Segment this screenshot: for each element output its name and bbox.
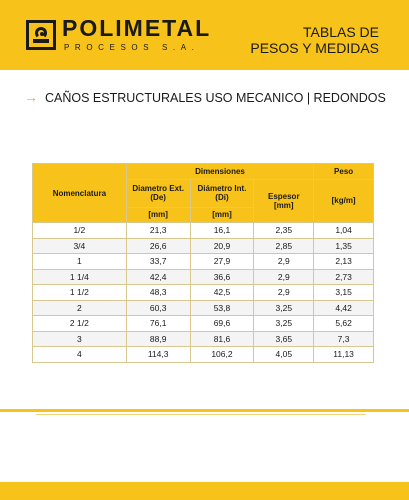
polimetal-logo-icon — [26, 20, 56, 50]
header-diametro-ext — [126, 179, 190, 207]
header-diametro-int — [190, 179, 254, 207]
cell-diametro-ext: 88,9 — [126, 331, 190, 347]
page-title — [250, 24, 379, 56]
cell-peso: 1,35 — [314, 238, 374, 254]
cell-nomenclatura: 3 — [33, 331, 127, 347]
cell-diametro-ext: 26,6 — [126, 238, 190, 254]
header-peso: Peso — [314, 164, 374, 180]
weights-table — [32, 163, 374, 363]
cell-nomenclatura: 1/2 — [33, 223, 127, 239]
cell-espesor: 2,9 — [254, 269, 314, 285]
cell-peso: 7,3 — [314, 331, 374, 347]
cell-diametro-int: 36,6 — [190, 269, 254, 285]
page-title-line2: PESOS Y MEDIDAS — [250, 40, 379, 56]
table-row — [33, 347, 374, 363]
cell-espesor: 2,35 — [254, 223, 314, 239]
cell-peso: 4,42 — [314, 300, 374, 316]
cell-diametro-int: 20,9 — [190, 238, 254, 254]
table-body — [33, 223, 374, 363]
cell-peso: 1,04 — [314, 223, 374, 239]
section-subtitle — [24, 89, 386, 106]
cell-diametro-int: 81,6 — [190, 331, 254, 347]
cell-nomenclatura: 2 1/2 — [33, 316, 127, 332]
table-row — [33, 285, 374, 301]
cell-espesor: 4,05 — [254, 347, 314, 363]
table-row — [33, 316, 374, 332]
table-row — [33, 300, 374, 316]
footer-band — [0, 482, 409, 500]
page-title-line1: TABLAS DE — [303, 24, 379, 40]
cell-peso: 2,13 — [314, 254, 374, 270]
header-espesor-label: Espesor — [267, 191, 300, 201]
table-row — [33, 223, 374, 239]
cell-espesor: 3,25 — [254, 316, 314, 332]
cell-diametro-int: 42,5 — [190, 285, 254, 301]
header-diametro-ext-label: Diametro Ext. — [132, 184, 184, 193]
cell-nomenclatura: 4 — [33, 347, 127, 363]
cell-diametro-ext: 48,3 — [126, 285, 190, 301]
cell-diametro-ext: 42,4 — [126, 269, 190, 285]
header-espesor-unit: [mm] — [274, 200, 294, 210]
cell-nomenclatura: 1 — [33, 254, 127, 270]
table-header — [33, 164, 374, 223]
cell-espesor: 2,9 — [254, 254, 314, 270]
cell-diametro-ext: 76,1 — [126, 316, 190, 332]
cell-nomenclatura: 3/4 — [33, 238, 127, 254]
header-diametro-ext-sub: (De) — [150, 193, 166, 202]
cell-diametro-ext: 60,3 — [126, 300, 190, 316]
header-espesor — [254, 179, 314, 223]
cell-nomenclatura: 1 1/4 — [33, 269, 127, 285]
cell-diametro-int: 69,6 — [190, 316, 254, 332]
cell-nomenclatura: 2 — [33, 300, 127, 316]
brand-name: POLIMETAL — [62, 15, 212, 41]
header-nomenclatura: Nomenclatura — [33, 164, 127, 223]
cell-espesor: 3,65 — [254, 331, 314, 347]
cell-espesor: 2,85 — [254, 238, 314, 254]
header-band — [0, 0, 409, 70]
header-dimensiones: Dimensiones — [126, 164, 313, 180]
header-diametro-int-label: Diámetro Int. — [197, 184, 247, 193]
cell-peso: 11,13 — [314, 347, 374, 363]
header-peso-unit: [kg/m] — [314, 179, 374, 223]
cell-nomenclatura: 1 1/2 — [33, 285, 127, 301]
cell-espesor: 2,9 — [254, 285, 314, 301]
cell-peso: 5,62 — [314, 316, 374, 332]
cell-espesor: 3,25 — [254, 300, 314, 316]
cell-peso: 2,73 — [314, 269, 374, 285]
brand-tagline: PROCESOS S.A. — [64, 43, 200, 52]
table-row — [33, 331, 374, 347]
header-di-unit: [mm] — [190, 207, 254, 223]
cell-diametro-int: 53,8 — [190, 300, 254, 316]
cell-diametro-int: 16,1 — [190, 223, 254, 239]
cell-diametro-ext: 33,7 — [126, 254, 190, 270]
header-de-unit: [mm] — [126, 207, 190, 223]
table-row — [33, 238, 374, 254]
cell-diametro-int: 27,9 — [190, 254, 254, 270]
table-row — [33, 254, 374, 270]
arrow-right-icon: → — [24, 89, 38, 105]
header-diametro-int-sub: (Di) — [215, 193, 229, 202]
table-row — [33, 269, 374, 285]
cell-diametro-ext: 21,3 — [126, 223, 190, 239]
cell-peso: 3,15 — [314, 285, 374, 301]
footer-divider-thin — [36, 414, 366, 415]
cell-diametro-int: 106,2 — [190, 347, 254, 363]
section-subtitle-text: CAÑOS ESTRUCTURALES USO MECANICO | REDONDOS — [45, 91, 386, 105]
cell-diametro-ext: 114,3 — [126, 347, 190, 363]
footer-divider — [0, 409, 409, 412]
